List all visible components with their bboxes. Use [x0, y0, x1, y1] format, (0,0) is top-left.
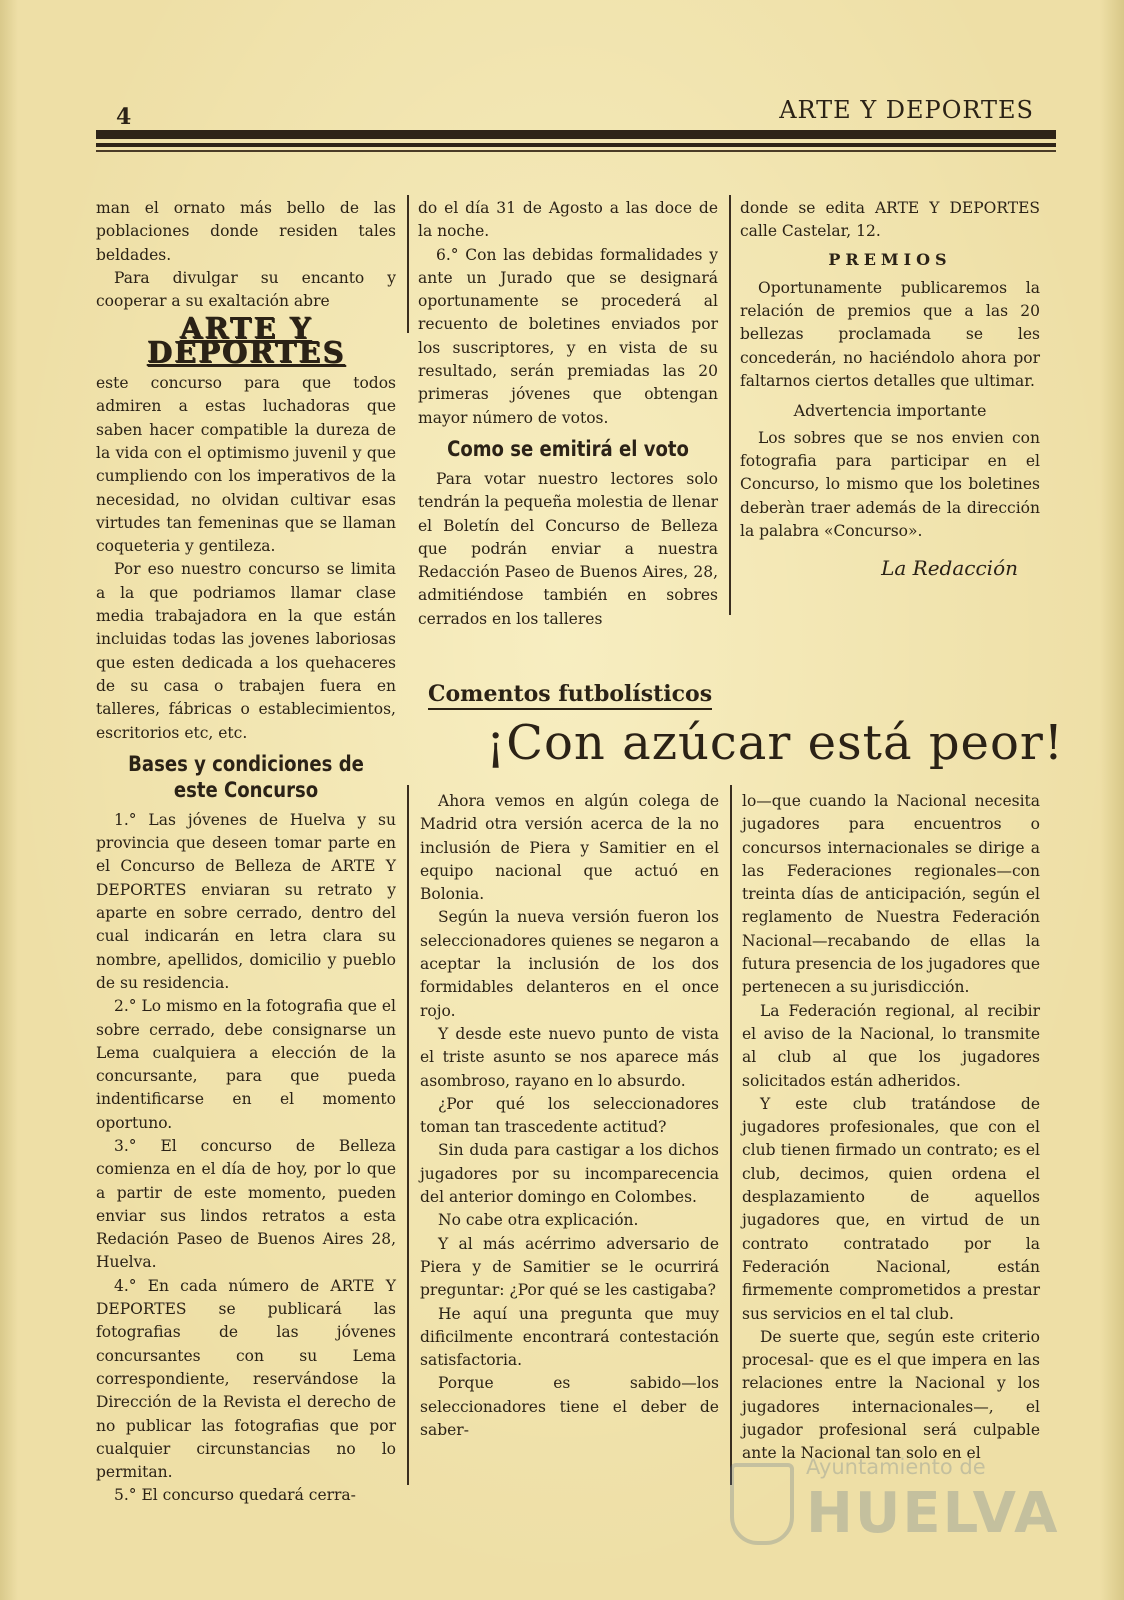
- column-contest-left: [96, 197, 396, 1508]
- article-headline: ¡Con azúcar está peor!: [486, 715, 1065, 771]
- watermark-city: HUELVA: [806, 1481, 1060, 1546]
- column-divider: [729, 195, 731, 615]
- paragraph: Oportunamente publicaremos la relación de premios que a las 20 bellezas proclamada se les concederán, no haciéndolo ahora por faltarnos ciertos detalles que ultimar.: [740, 278, 1040, 391]
- masthead-rule: [96, 130, 1056, 139]
- vote-heading: Como se emitirá el voto: [447, 436, 689, 461]
- section-heading: Comentos futbolísticos: [428, 680, 712, 710]
- paragraph: No cabe otra explicación.: [438, 1211, 639, 1230]
- masthead-rule-thin: [96, 143, 1056, 147]
- rule-item: 2.° Lo mismo en la fotografia que el sobre cerrado, debe consignarse un Lema cualquiera a elección de la concursante, para que pueda indentificarse en el momento oportuno.: [96, 997, 396, 1132]
- magazine-wordmark: ARTE Y DEPORTES: [146, 311, 346, 369]
- paragraph: do el día 31 de Agosto a las doce de la noche.: [418, 199, 718, 241]
- paragraph: He aquí una pregunta que muy dificilmente encontrará contestación satisfactoria.: [420, 1304, 719, 1370]
- masthead-rule-hairline: [96, 150, 1056, 152]
- watermark-org: Ayuntamiento de: [806, 1455, 986, 1479]
- paragraph: La Federación regional, al recibir el aviso de la Nacional, lo transmite al club al que los jugadores solicitados están adheridos.: [742, 1001, 1040, 1090]
- rule-item: 5.° El concurso quedará cerra-: [114, 1486, 356, 1505]
- paragraph: Para votar nuestro lectores solo tendrán la pequeña molestia de llenar el Boletín del Concurso de Belleza que podrán enviar a nuestra Redacción Paseo de Buenos Aires, 28, admitiéndose también en sobres cerrados en los talleres: [418, 469, 718, 628]
- paragraph: Por eso nuestro concurso se limita a la que podriamos llamar clase media trabajadora en la que están incluidas todas las jovenes laboriosas que esten dedicada a los quehaceres de su casa o trabajen fuera en talleres, fábricas o establecimientos, escritorios etc, etc.: [96, 560, 396, 742]
- prizes-heading: PREMIOS: [828, 249, 952, 269]
- rule-item: 3.° El concurso de Belleza comienza en el día de hoy, por lo que a partir de este momento, pueden enviar sus lindos retratos a esta Redación Paseo de Buenos Aires 28, Huelva.: [96, 1136, 396, 1272]
- paragraph: donde se edita ARTE Y DEPORTES calle Castelar, 12.: [740, 199, 1040, 241]
- paragraph: Sin duda para castigar a los dichos jugadores por su incomparecencia del anterior domingo en Colombes.: [420, 1141, 719, 1207]
- paragraph: De suerte que, según este criterio procesal- que es el que impera en las relaciones entre la Nacional y los jugadores internacionales—, el jugador profesional será culpable ante la Nacional tan solo en el: [742, 1327, 1040, 1463]
- signature: La Redacción: [881, 556, 1018, 581]
- rule-item: 4.° En cada número de ARTE Y DEPORTES se publicará las fotografias de las jóvenes concursantes con su Lema correspondiente, reservándose la Dirección de la Revista el derecho de no publicar las fotografias que por cualquier circunstancias no lo permitan.: [96, 1276, 396, 1482]
- paragraph: Para divulgar su encanto y cooperar a su exaltación abre: [96, 268, 396, 311]
- rule-item: 6.° Con las debidas formalidades y ante un Jurado que se designará oportunamente se procederá al recuento de boletines enviados por los suscriptores, y en vista de su resultado, serán premiadas las 20 primeras jóvenes que obtengan mayor número de votos.: [418, 245, 718, 427]
- masthead-title: ARTE Y DEPORTES: [779, 96, 1034, 124]
- notice-heading: Advertencia importante: [793, 401, 987, 421]
- paragraph: Y este club tratándose de jugadores profesionales, que con el club tienen firmado un contrato; es el club, decimos, quien ordena el desplazamiento de aquellos jugadores que, en virtud de un contrato contratado por la Federación Nacional, están firmemente comprometidos a prestar sus servicios en el tal club.: [742, 1094, 1040, 1323]
- column-divider: [730, 785, 732, 1485]
- paragraph: Los sobres que se nos envien con fotografia para participar en el Concurso, lo mismo que los boletines deberàn traer además de la dirección la palabra «Concurso».: [740, 428, 1040, 540]
- paragraph: Porque es sabido—los seleccionadores tiene el deber de saber-: [420, 1374, 719, 1440]
- paragraph: Según la nueva versión fueron los seleccionadores quienes se negaron a aceptar la inclusión de los dos formidables delanteros en el once rojo.: [420, 908, 719, 1020]
- paragraph: ¿Por qué los seleccionadores toman tan trascedente actitud?: [420, 1094, 719, 1137]
- article-column-right: [742, 790, 1040, 1466]
- page-number: 4: [116, 104, 132, 130]
- rule-item: 1.° Las jóvenes de Huelva y su provincia que deseen tomar parte en el Concurso de Belleza de ARTE Y DEPORTES enviaran su retrato y aparte en sobre cerrado, dentro del cual indicarán en letra clara su nombre, apellidos, domicilio y pueblo de su residencia.: [96, 810, 396, 992]
- paragraph: este concurso para que todos admiren a estas luchadoras que saben hacer compatible la dureza de la vida con el optimismo juvenil y que cumpliendo con los imperativos de la necesidad, no olvidan cultivar esas virtudes tan femeninas que se llaman coqueteria y gentileza.: [96, 374, 396, 556]
- paragraph: Y desde este nuevo punto de vista el triste asunto se nos aparece más asombroso, rayano en lo absurdo.: [420, 1024, 719, 1090]
- bases-heading: Bases y condiciones de este Concurso: [128, 751, 364, 802]
- paragraph: Y al más acérrimo adversario de Piera y de Samitier se le ocurrirá preguntar: ¿Por qué se les castigaba?: [420, 1234, 719, 1300]
- column-contest-right: [740, 197, 1040, 580]
- paragraph: Ahora vemos en algún colega de Madrid otra versión acerca de la no inclusión de Piera y Samitier en el equipo nacional que actuó en Bolonia.: [420, 792, 719, 904]
- column-divider: [407, 195, 409, 333]
- paragraph: man el ornato más bello de las poblaciones donde residen tales beldades.: [96, 199, 396, 264]
- column-divider: [407, 785, 409, 1485]
- archive-watermark: [730, 1445, 1060, 1565]
- column-contest-middle: [418, 197, 718, 631]
- paragraph: lo—que cuando la Nacional necesita jugadores para encuentros o concursos internacionales se dirige a las Federaciones regionales—con treinta días de anticipación, según el reglamento de Nuestra Federación Nacional—recabando de ellas la futura presencia de los jugadores que pertenecen a su jurisdicción.: [742, 792, 1040, 997]
- article-column-left: [420, 790, 719, 1442]
- crest-icon: [730, 1463, 794, 1545]
